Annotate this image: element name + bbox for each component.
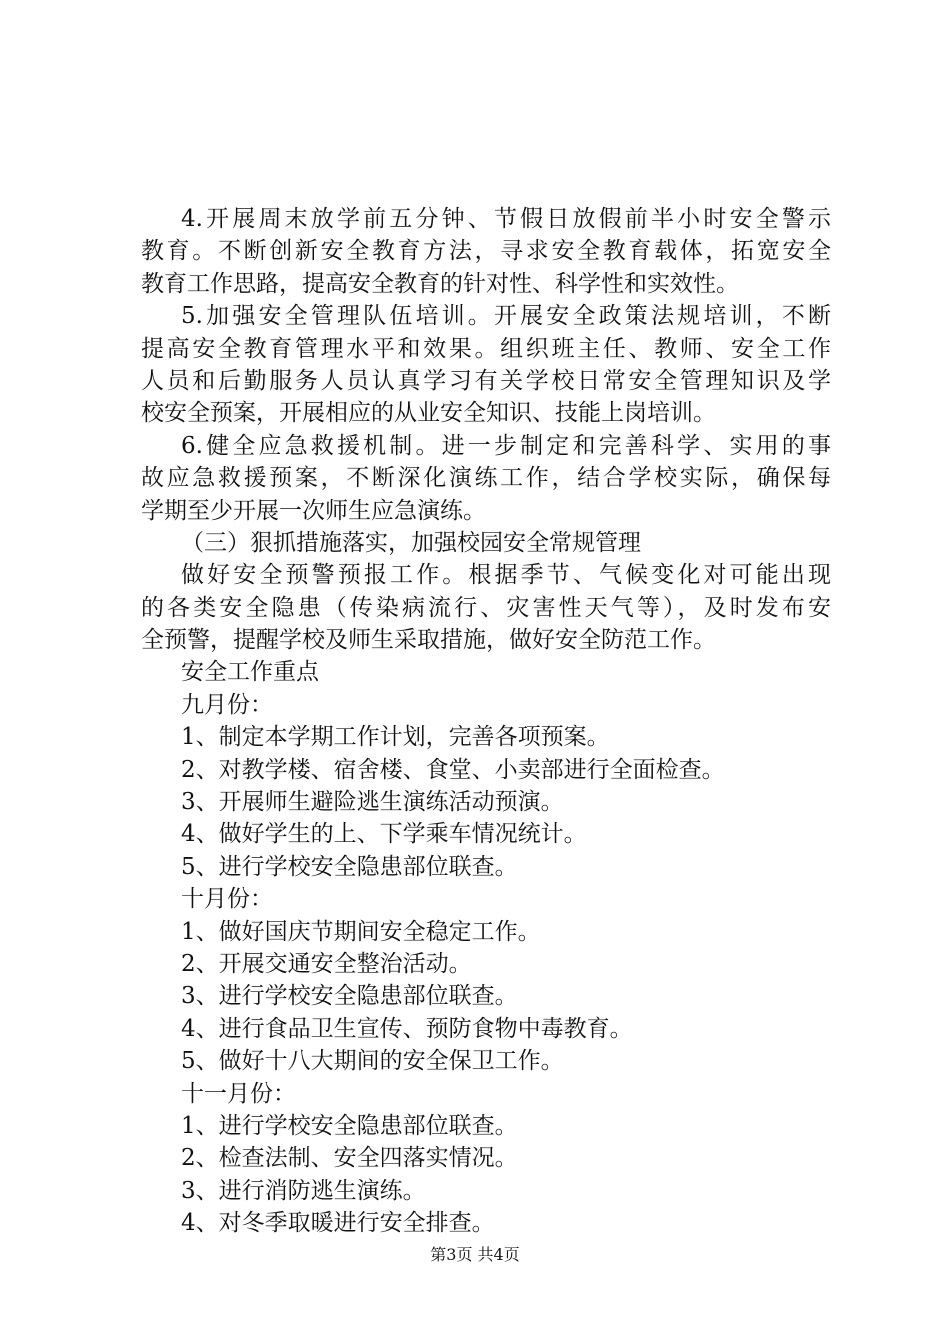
paragraph-line: 人员和后勤服务人员认真学习有关学校日常安全管理知识及学 [141, 367, 831, 394]
list-item: 3、开展师生避险逃生演练活动预演。 [181, 789, 564, 816]
month-heading: 十月份： [181, 886, 273, 913]
list-item: 2、检查法制、安全四落实情况。 [181, 1145, 518, 1172]
paragraph-line: 4.开展周末放学前五分钟、节假日放假前半小时安全警示 [181, 206, 831, 232]
list-item: 4、对冬季取暖进行安全排查。 [181, 1210, 495, 1237]
list-item: 4、进行食品卫生宣传、预防食物中毒教育。 [181, 1015, 633, 1042]
paragraph-line: 教育工作思路，提高安全教育的针对性、科学性和实效性。 [141, 270, 739, 297]
month-heading: 九月份： [181, 691, 273, 718]
subheading: 安全工作重点 [181, 659, 319, 686]
list-item: 2、开展交通安全整治活动。 [181, 950, 472, 977]
list-item: 5、做好十八大期间的安全保卫工作。 [181, 1048, 564, 1075]
month-heading: 十一月份： [181, 1080, 296, 1107]
list-item: 2、对教学楼、宿舍楼、食堂、小卖部进行全面检查。 [181, 756, 725, 783]
document-body [141, 203, 831, 1240]
list-item: 4、做好学生的上、下学乘车情况统计。 [181, 821, 587, 848]
section-heading: （三）狠抓措施落实，加强校园安全常规管理 [181, 529, 641, 556]
paragraph-line: 学期至少开展一次师生应急演练。 [141, 497, 486, 524]
paragraph-line: 全预警，提醒学校及师生采取措施，做好安全防范工作。 [141, 627, 716, 654]
list-item: 1、制定本学期工作计划，完善各项预案。 [181, 724, 610, 751]
list-item: 1、进行学校安全隐患部位联查。 [181, 1112, 518, 1139]
paragraph-line: 故应急救援预案，不断深化演练工作，结合学校实际，确保每 [141, 465, 831, 492]
paragraph-line: 6.健全应急救援机制。进一步制定和完善科学、实用的事 [181, 432, 831, 459]
paragraph-line: 教育。不断创新安全教育方法，寻求安全教育载体，拓宽安全 [141, 238, 831, 265]
list-item: 3、进行消防逃生演练。 [181, 1177, 426, 1204]
list-item: 5、进行学校安全隐患部位联查。 [181, 853, 518, 880]
list-item: 3、进行学校安全隐患部位联查。 [181, 983, 518, 1010]
paragraph-line: 校安全预案，开展相应的从业安全知识、技能上岗培训。 [141, 400, 716, 427]
paragraph-line: 做好安全预警预报工作。根据季节、气候变化对可能出现 [181, 562, 831, 589]
paragraph-line: 提高安全教育管理水平和效果。组织班主任、教师、安全工作 [141, 335, 831, 362]
paragraph-line: 的各类安全隐患（传染病流行、灾害性天气等），及时发布安 [141, 594, 831, 621]
paragraph-line: 5.加强安全管理队伍培训。开展安全政策法规培训，不断 [181, 303, 831, 330]
page-number-footer: 第3页 共4页 [430, 1245, 520, 1264]
list-item: 1、做好国庆节期间安全稳定工作。 [181, 918, 541, 945]
